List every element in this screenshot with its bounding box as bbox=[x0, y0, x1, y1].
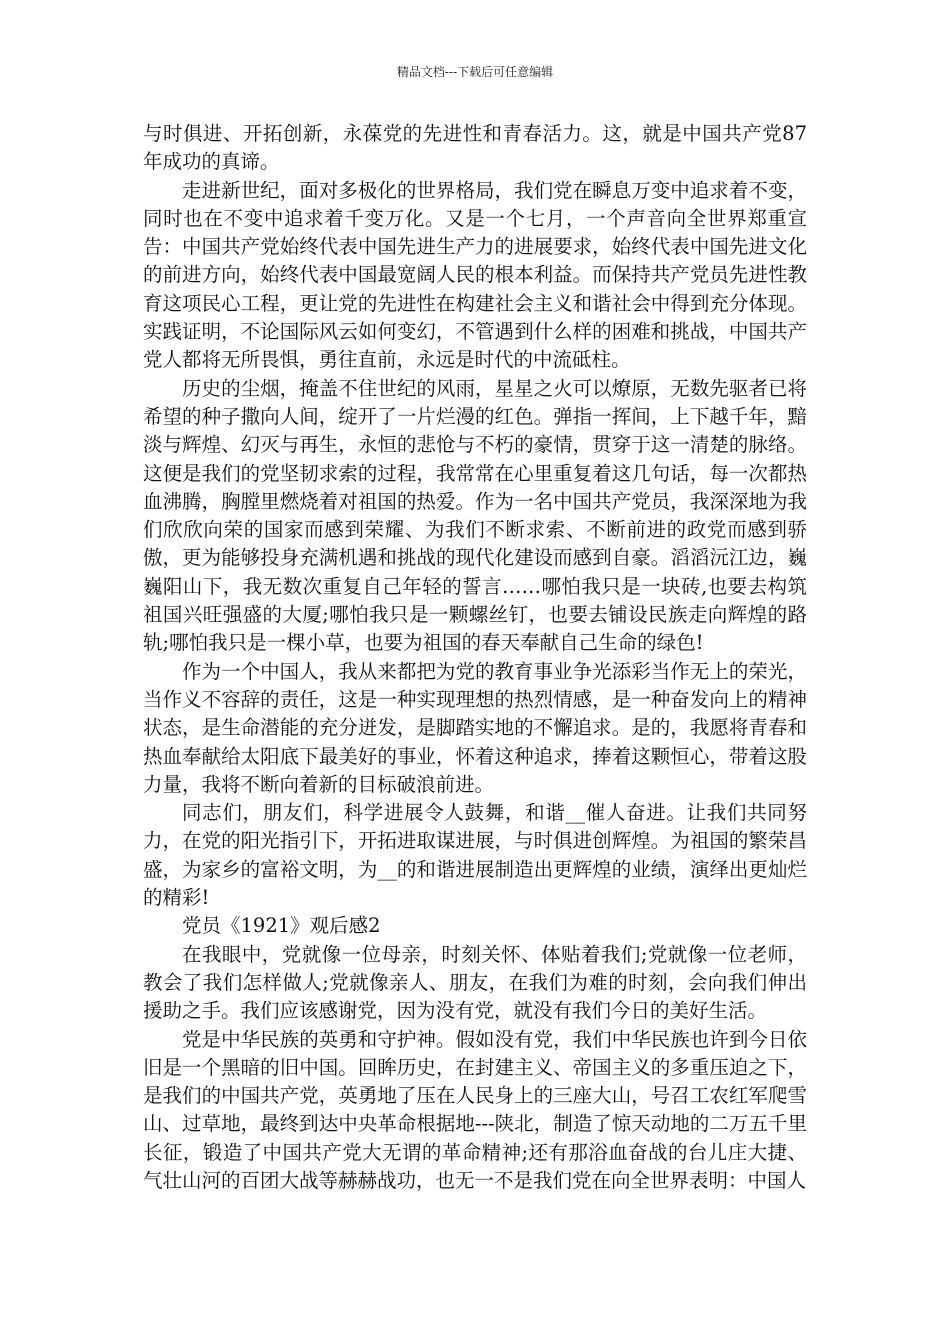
paragraph-4: 作为一个中国人，我从来都把为党的教育事业争光添彩当作无上的荣光，当作义不容辞的责任，这是一种实现理想的热烈情感，是一种奋发向上的精神状态，是生命潜能的充分迸发，是脚踏实地的不懈追求。是的，我愿将青春和热血奉献给太阳底下最美好的事业，怀着这种追求，捧着这颗恒心，带着这股力量，我将不断向着新的目标破浪前进。 bbox=[143, 659, 807, 796]
paragraph-6: 在我眼中，党就像一位母亲，时刻关怀、体贴着我们;党就像一位老师，教会了我们怎样做人;党就像亲人、朋友，在我们为难的时刻，会向我们伸出援助之手。我们应该感谢党，因为没有党，就没有我们今日的美好生活。 bbox=[143, 942, 807, 1023]
paragraph-5: 同志们，朋友们，科学进展令人鼓舞，和谐__催人奋进。让我们共同努力，在党的阳光指引下，开拓进取谋进展，与时俱进创辉煌。为祖国的繁荣昌盛，为家乡的富裕文明，为__的和谐进展制造出更辉煌的业绩，演绎出更灿烂的精彩! bbox=[143, 801, 807, 910]
section-heading: 党员《1921》观后感2 bbox=[182, 914, 381, 938]
page-header: 精品文档---下载后可任意编辑 bbox=[396, 65, 554, 79]
document-body bbox=[143, 120, 807, 1195]
paragraph-1: 与时俱进、开拓创新，永葆党的先进性和青春活力。这，就是中国共产党87年成功的真谛。 bbox=[143, 122, 807, 174]
paragraph-3: 历史的尘烟，掩盖不住世纪的风雨，星星之火可以燎原，无数先驱者已将希望的种子撒向人间，绽开了一片烂漫的红色。弹指一挥间，上下越千年，黯淡与辉煌、幻灭与再生，永恒的悲怆与不朽的豪情，贯穿于这一清楚的脉络。这便是我们的党坚韧求索的过程，我常常在心里重复着这几句话，每一次都热血沸腾，胸膛里燃烧着对祖国的热爱。作为一名中国共产党员，我深深地为我们欣欣向荣的国家而感到荣耀、为我们不断求索、不断前进的政党而感到骄傲，更为能够投身充满机遇和挑战的现代化建设而感到自豪。滔滔沅江边，巍巍阳山下，我无数次重复自己年轻的誓言……哪怕我只是一块砖,也要去构筑祖国兴旺强盛的大厦;哪怕我只是一颗螺丝钉，也要去铺设民族走向辉煌的路轨;哪怕我只是一棵小草，也要为祖国的春天奉献自己生命的绿色! bbox=[143, 376, 807, 655]
paragraph-7: 党是中华民族的英勇和守护神。假如没有党，我们中华民族也许到今日依旧是一个黑暗的旧中国。回眸历史，在封建主义、帝国主义的多重压迫之下，是我们的中国共产党，英勇地了压在人民身上的三座大山，号召工农红军爬雪山、过草地，最终到达中央革命根据地---陕北，制造了惊天动地的二万五千里长征，锻造了中国共产党大无谓的革命精神;还有那浴血奋战的台儿庄大捷、气壮山河的百团大战等赫赫战功，也无一不是我们党在向全世界表明：中国人 bbox=[143, 1027, 807, 1192]
paragraph-2: 走进新世纪，面对多极化的世界格局，我们党在瞬息万变中追求着不变，同时也在不变中追求着千变万化。又是一个七月，一个声音向全世界郑重宣告：中国共产党始终代表中国先进生产力的进展要求，始终代表中国先进文化的前进方向，始终代表中国最宽阔人民的根本利益。而保持共产党员先进性教育这项民心工程，更让党的先进性在构建社会主义和谐社会中得到充分体现。实践证明，不论国际风云如何变幻，不管遇到什么样的困难和挑战，中国共产党人都将无所畏惧，勇往直前，永远是时代的中流砥柱。 bbox=[143, 178, 807, 372]
